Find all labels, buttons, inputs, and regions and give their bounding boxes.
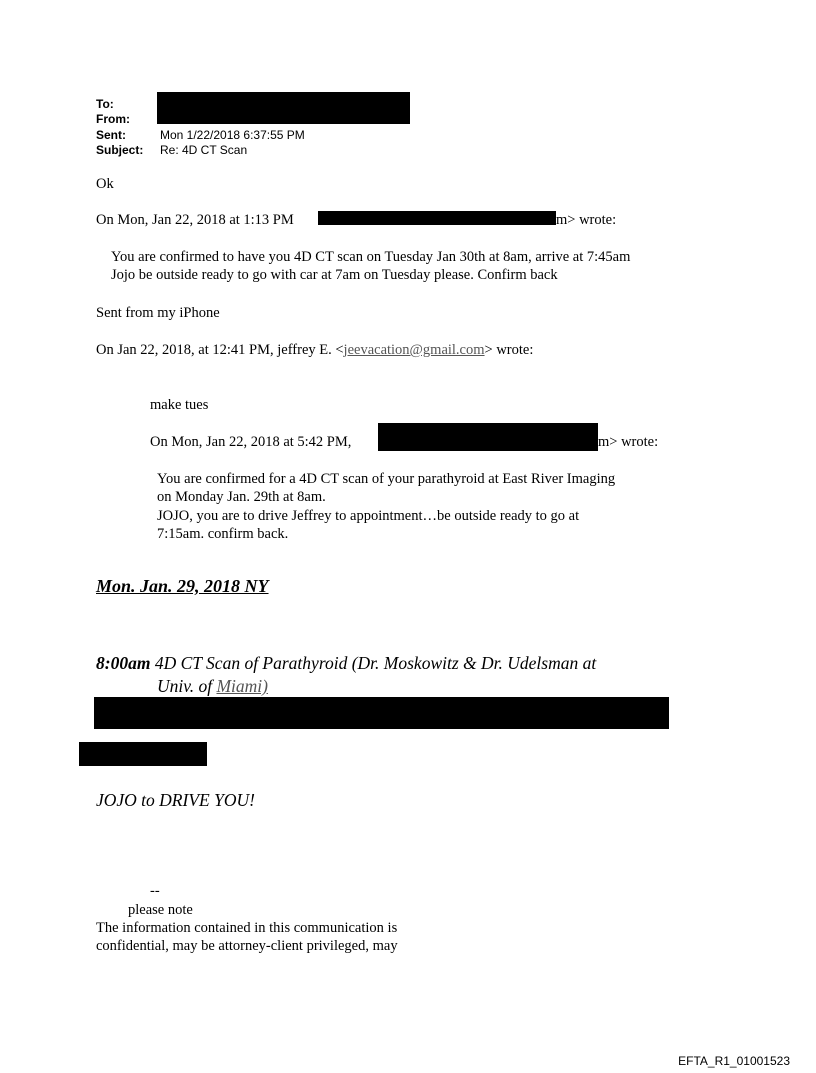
calendar-event-line2-pre: Univ. of: [157, 676, 217, 696]
subject-label: Subject:: [96, 143, 144, 157]
quote1-intro-tail: m> wrote:: [556, 212, 617, 228]
calendar-miami-link[interactable]: Miami): [216, 676, 268, 696]
quote3-intro-tail: m> wrote:: [598, 434, 659, 450]
quote2-intro-pre: On Jan 22, 2018, at 12:41 PM, jeffrey E. <: [96, 342, 344, 358]
calendar-event-time: 8:00am: [96, 653, 151, 673]
signature: Sent from my iPhone: [96, 305, 220, 321]
quote2-intro: [96, 341, 533, 359]
quote3-intro-pre: On Mon, Jan 22, 2018 at 5:42 PM,: [150, 434, 352, 450]
driver-note: JOJO to DRIVE YOU!: [96, 790, 255, 810]
quote2-email-link[interactable]: jeevacation@gmail.com: [343, 342, 485, 358]
sent-label: Sent:: [96, 128, 126, 142]
signature-dashes: --: [150, 883, 160, 899]
quote3-line1: You are confirmed for a 4D CT scan of your parathyroid at East River Imaging: [157, 471, 616, 487]
note-line2: The information contained in this communication is: [96, 920, 398, 936]
reply-text: Ok: [96, 176, 114, 192]
calendar-date-heading: Mon. Jan. 29, 2018 NY: [96, 576, 269, 596]
quote1-intro-pre: On Mon, Jan 22, 2018 at 1:13 PM: [96, 212, 294, 228]
redaction-sender-1: [318, 211, 556, 225]
from-label: From:: [96, 112, 130, 126]
redaction-sender-2: [378, 423, 598, 451]
quote2-intro-post: > wrote:: [484, 342, 534, 358]
redaction-calendar-2: [79, 742, 207, 766]
quote1-line2: Jojo be outside ready to go with car at 7am on Tuesday please. Confirm back: [111, 267, 558, 283]
quote3-line4: 7:15am. confirm back.: [157, 526, 289, 542]
quote3-line3: JOJO, you are to drive Jeffrey to appointment…be outside ready to go at: [157, 508, 580, 524]
redaction-header: [157, 92, 410, 124]
quote1-line1: You are confirmed to have you 4D CT scan on Tuesday Jan 30th at 8am, arrive at 7:45am: [111, 249, 631, 265]
document-id: EFTA_R1_01001523: [678, 1054, 790, 1068]
subject-value: Re: 4D CT Scan: [160, 143, 248, 157]
note-line1: please note: [128, 902, 193, 918]
calendar-event-title: 4D CT Scan of Parathyroid (Dr. Moskowitz & Dr. Udelsman at: [154, 653, 597, 673]
quote2-reply: make tues: [150, 397, 209, 413]
calendar-event-line2: [157, 675, 268, 697]
to-label: To:: [96, 97, 114, 111]
quote3-line2: on Monday Jan. 29th at 8am.: [157, 489, 326, 505]
calendar-event-line1: [96, 652, 596, 674]
quote1-intro: [96, 211, 294, 229]
note-line3: confidential, may be attorney-client privileged, may: [96, 938, 398, 954]
redaction-calendar-1: [94, 697, 669, 729]
sent-value: Mon 1/22/2018 6:37:55 PM: [160, 128, 305, 142]
